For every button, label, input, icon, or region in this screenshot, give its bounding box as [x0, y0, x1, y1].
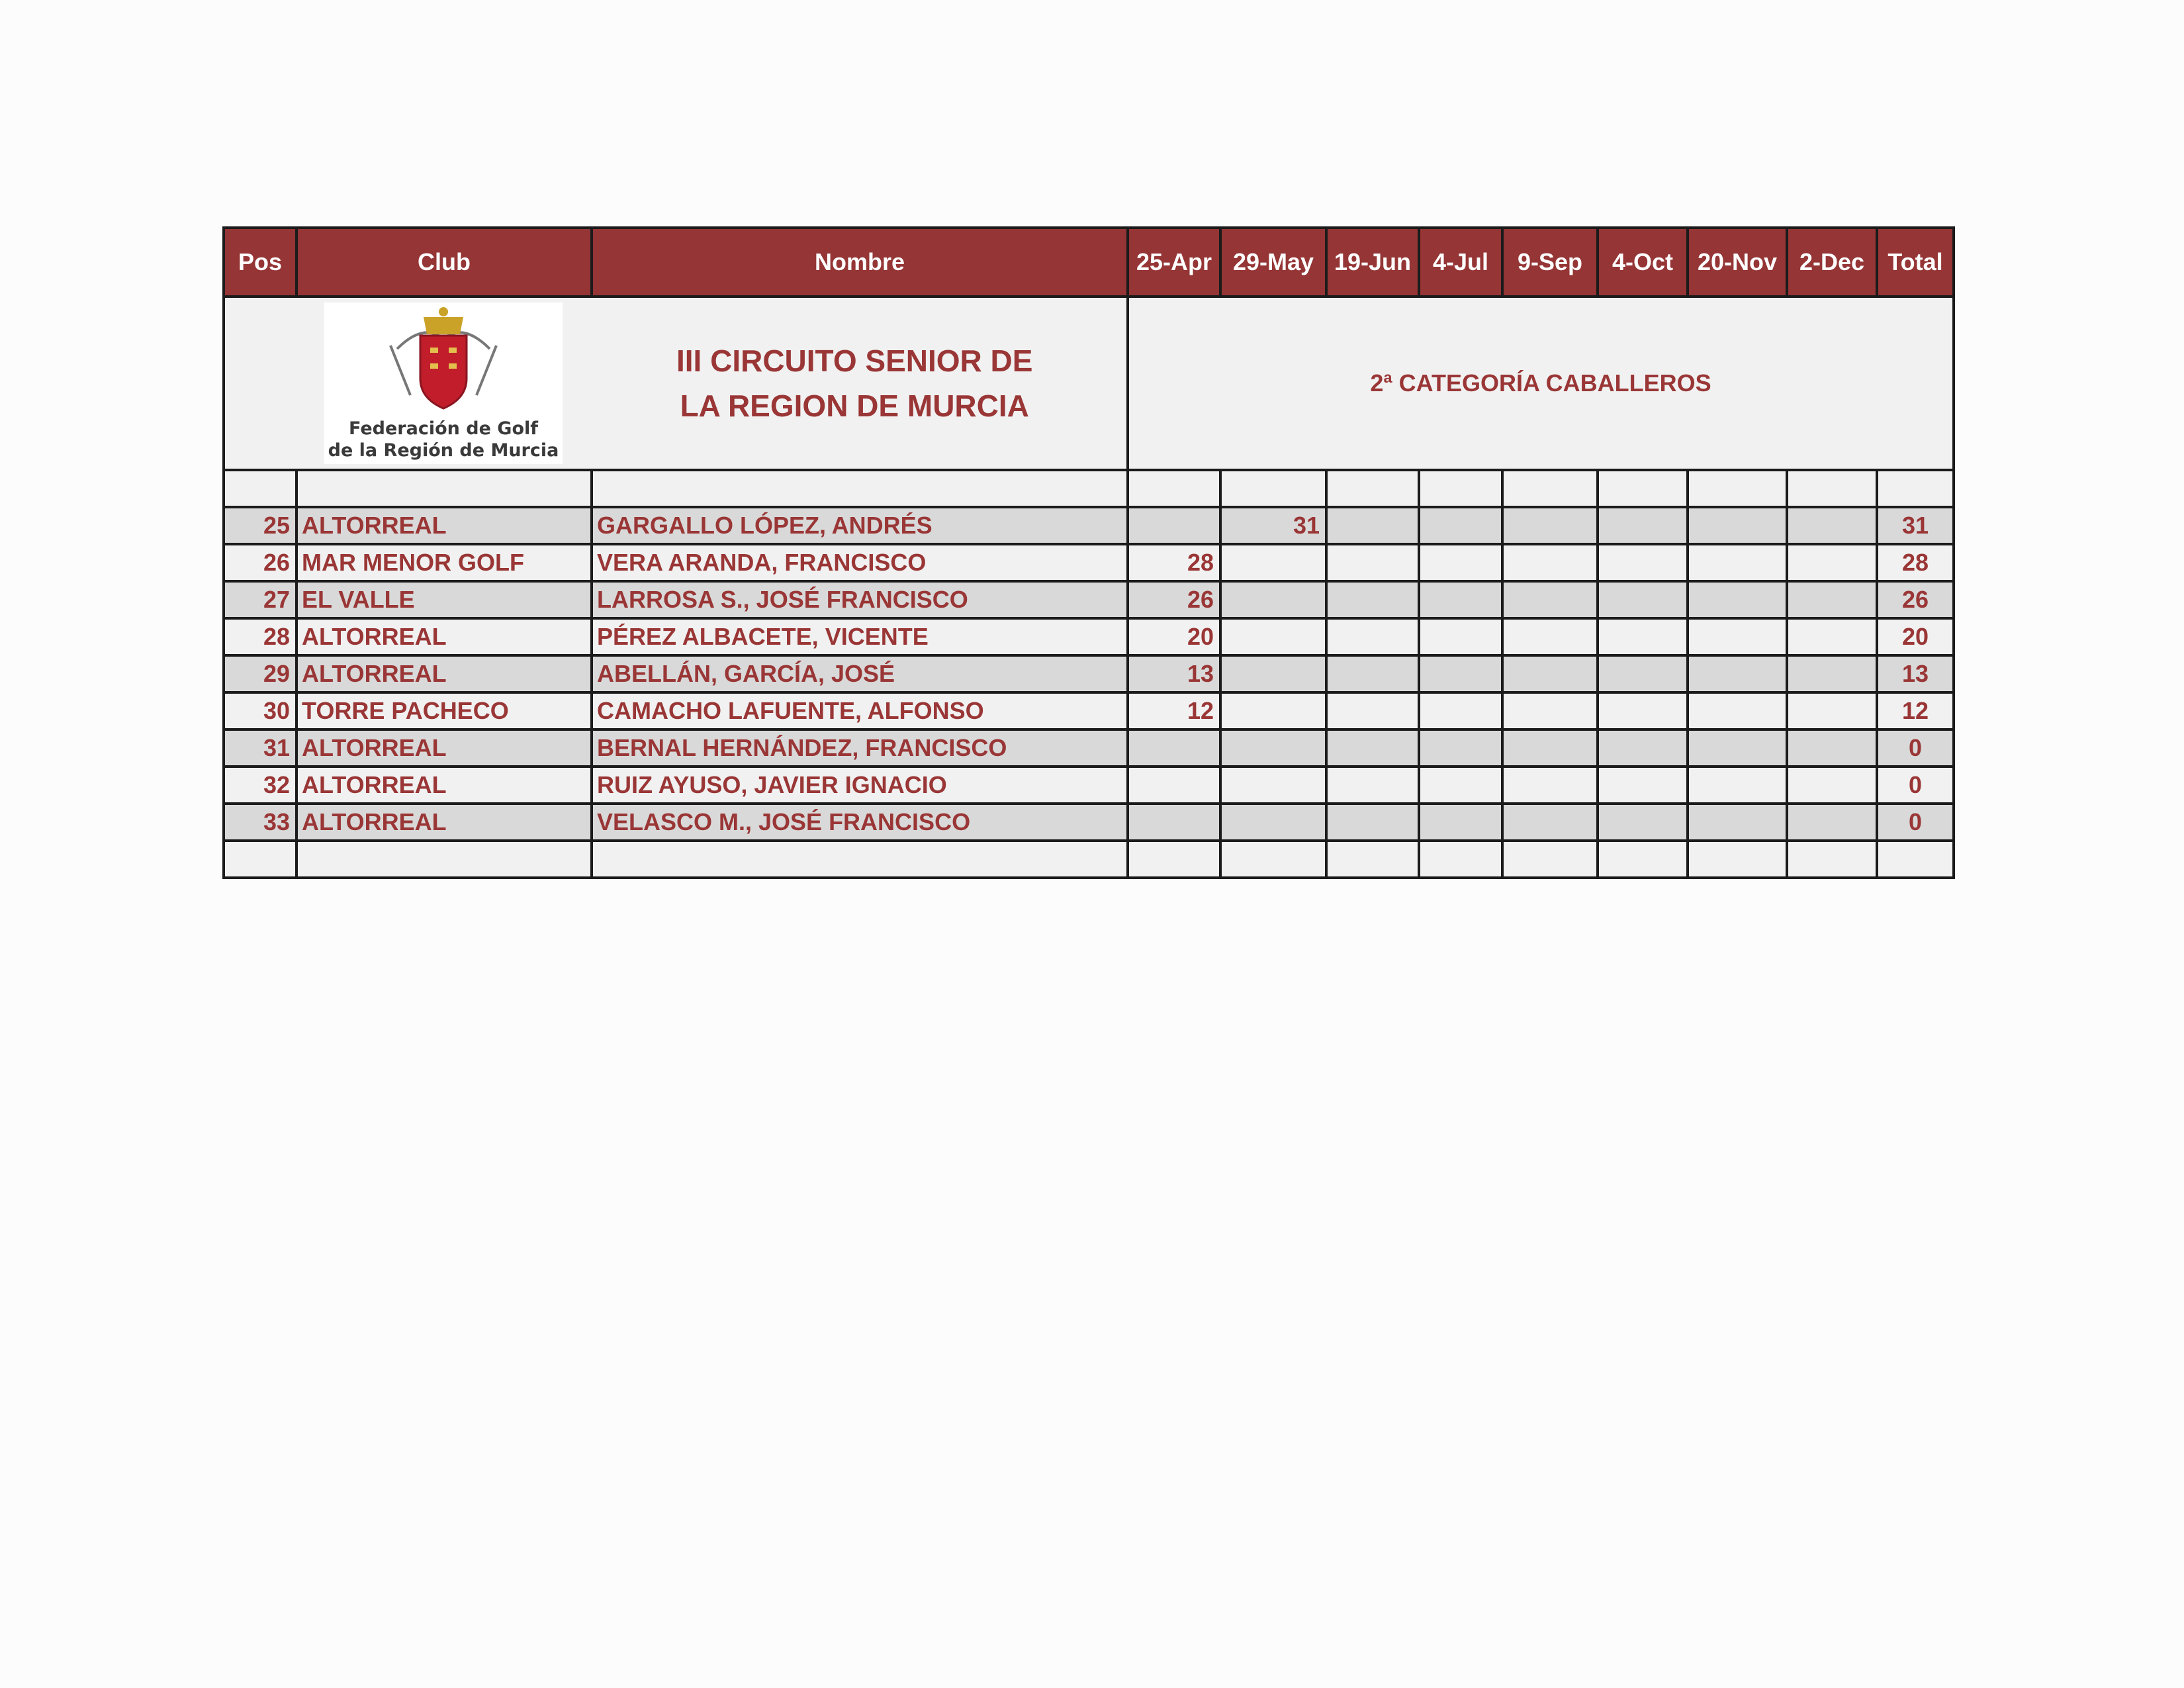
cell-pos: 31 [224, 729, 296, 767]
cell-club: ALTORREAL [296, 618, 592, 655]
cell-d3 [1326, 544, 1419, 581]
table-row [224, 655, 1954, 692]
title-line2: LA REGION DE MURCIA [680, 389, 1029, 423]
logo-caption [324, 418, 563, 461]
cell-nombre: BERNAL HERNÁNDEZ, FRANCISCO [592, 729, 1128, 767]
cell-d7 [1688, 804, 1787, 841]
federation-logo [324, 303, 563, 464]
cell-pos: 26 [224, 544, 296, 581]
cell-pos: 30 [224, 692, 296, 729]
ranking-rows [224, 470, 1954, 878]
cell-d3 [1326, 655, 1419, 692]
sheet-header [224, 297, 1954, 470]
cell-d1: 28 [1128, 544, 1220, 581]
cell-d8 [1787, 692, 1877, 729]
col-date-1: 25-Apr [1128, 228, 1220, 297]
cell-d2 [1220, 767, 1326, 804]
page-title [676, 338, 1032, 428]
cell-club: ALTORREAL [296, 655, 592, 692]
cell-d6 [1598, 618, 1688, 655]
cell-d4 [1419, 804, 1502, 841]
cell-nombre: RUIZ AYUSO, JAVIER IGNACIO [592, 767, 1128, 804]
column-headers [224, 228, 1954, 297]
col-date-8: 2-Dec [1787, 228, 1877, 297]
cell-total: 13 [1877, 655, 1954, 692]
cell-d8 [1787, 729, 1877, 767]
cell-total: 31 [1877, 507, 1954, 544]
cell-d6 [1598, 767, 1688, 804]
cell-d5 [1502, 767, 1598, 804]
logo-text-line2: de la Región de Murcia [328, 440, 559, 461]
cell-d7 [1688, 618, 1787, 655]
cell-d5 [1502, 729, 1598, 767]
cell-pos: 25 [224, 507, 296, 544]
cell-d1: 26 [1128, 581, 1220, 618]
cell-nombre: GARGALLO LÓPEZ, ANDRÉS [592, 507, 1128, 544]
col-club: Club [296, 228, 592, 297]
cell-pos: 27 [224, 581, 296, 618]
cell-d1 [1128, 767, 1220, 804]
cell-total: 20 [1877, 618, 1954, 655]
cell-d1: 13 [1128, 655, 1220, 692]
cell-d1 [1128, 507, 1220, 544]
col-date-6: 4-Oct [1598, 228, 1688, 297]
cell-total: 0 [1877, 767, 1954, 804]
cell-d8 [1787, 655, 1877, 692]
logo-text-line1: Federación de Golf [348, 418, 539, 439]
cell-d5 [1502, 655, 1598, 692]
cell-d2 [1220, 544, 1326, 581]
cell-club: ALTORREAL [296, 507, 592, 544]
cell-total: 28 [1877, 544, 1954, 581]
cell-d8 [1787, 618, 1877, 655]
cell-club: EL VALLE [296, 581, 592, 618]
cell-d3 [1326, 804, 1419, 841]
cell-total: 0 [1877, 729, 1954, 767]
header-left-cell [224, 297, 1128, 470]
cell-club: TORRE PACHECO [296, 692, 592, 729]
cell-d7 [1688, 507, 1787, 544]
cell-d1: 20 [1128, 618, 1220, 655]
cell-total: 12 [1877, 692, 1954, 729]
cell-nombre: LARROSA S., JOSÉ FRANCISCO [592, 581, 1128, 618]
cell-d8 [1787, 544, 1877, 581]
cell-club: ALTORREAL [296, 767, 592, 804]
cell-d2 [1220, 581, 1326, 618]
cell-d4 [1419, 618, 1502, 655]
cell-d2 [1220, 692, 1326, 729]
table-row-empty-bottom [224, 841, 1954, 878]
cell-d3 [1326, 767, 1419, 804]
cell-d1 [1128, 804, 1220, 841]
cell-nombre: VERA ARANDA, FRANCISCO [592, 544, 1128, 581]
crest-icon [324, 303, 563, 415]
table-row [224, 804, 1954, 841]
cell-d3 [1326, 729, 1419, 767]
cell-club: ALTORREAL [296, 729, 592, 767]
cell-d5 [1502, 692, 1598, 729]
cell-d1 [1128, 729, 1220, 767]
cell-d3 [1326, 692, 1419, 729]
cell-d3 [1326, 507, 1419, 544]
cell-d8 [1787, 767, 1877, 804]
cell-d6 [1598, 804, 1688, 841]
title-line1: III CIRCUITO SENIOR DE [676, 344, 1033, 378]
cell-d4 [1419, 692, 1502, 729]
cell-d7 [1688, 692, 1787, 729]
cell-d7 [1688, 767, 1787, 804]
cell-club: MAR MENOR GOLF [296, 544, 592, 581]
cell-nombre: CAMACHO LAFUENTE, ALFONSO [592, 692, 1128, 729]
cell-club: ALTORREAL [296, 804, 592, 841]
cell-d3 [1326, 581, 1419, 618]
cell-d7 [1688, 655, 1787, 692]
table-row [224, 618, 1954, 655]
col-date-2: 29-May [1220, 228, 1326, 297]
cell-d2 [1220, 729, 1326, 767]
cell-nombre: ABELLÁN, GARCÍA, JOSÉ [592, 655, 1128, 692]
cell-d7 [1688, 729, 1787, 767]
cell-d8 [1787, 507, 1877, 544]
cell-d2 [1220, 655, 1326, 692]
cell-pos: 32 [224, 767, 296, 804]
ranking-sheet [222, 226, 1952, 879]
col-date-3: 19-Jun [1326, 228, 1419, 297]
cell-d7 [1688, 544, 1787, 581]
cell-total: 26 [1877, 581, 1954, 618]
table-row [224, 692, 1954, 729]
cell-d8 [1787, 581, 1877, 618]
cell-d2 [1220, 804, 1326, 841]
cell-d1: 12 [1128, 692, 1220, 729]
cell-nombre: PÉREZ ALBACETE, VICENTE [592, 618, 1128, 655]
table-row [224, 767, 1954, 804]
col-nombre: Nombre [592, 228, 1128, 297]
cell-d7 [1688, 581, 1787, 618]
col-date-4: 4-Jul [1419, 228, 1502, 297]
table-row-empty-top [224, 470, 1954, 507]
cell-d4 [1419, 767, 1502, 804]
col-total: Total [1877, 228, 1954, 297]
table-row [224, 581, 1954, 618]
cell-total: 0 [1877, 804, 1954, 841]
cell-pos: 33 [224, 804, 296, 841]
cell-pos: 29 [224, 655, 296, 692]
ranking-table [222, 226, 1955, 879]
table-row [224, 544, 1954, 581]
cell-d2 [1220, 618, 1326, 655]
table-row [224, 729, 1954, 767]
category-label: 2ª CATEGORÍA CABALLEROS [1128, 297, 1954, 470]
cell-d6 [1598, 655, 1688, 692]
cell-d4 [1419, 729, 1502, 767]
cell-d5 [1502, 804, 1598, 841]
cell-d4 [1419, 581, 1502, 618]
cell-d6 [1598, 581, 1688, 618]
cell-d5 [1502, 618, 1598, 655]
cell-d6 [1598, 729, 1688, 767]
cell-d5 [1502, 544, 1598, 581]
cell-d4 [1419, 544, 1502, 581]
cell-d6 [1598, 507, 1688, 544]
col-pos: Pos [224, 228, 296, 297]
cell-pos: 28 [224, 618, 296, 655]
cell-d6 [1598, 692, 1688, 729]
col-date-7: 20-Nov [1688, 228, 1787, 297]
cell-d8 [1787, 804, 1877, 841]
cell-d3 [1326, 618, 1419, 655]
cell-d5 [1502, 581, 1598, 618]
col-date-5: 9-Sep [1502, 228, 1598, 297]
cell-d4 [1419, 655, 1502, 692]
cell-d4 [1419, 507, 1502, 544]
cell-d6 [1598, 544, 1688, 581]
table-row [224, 507, 1954, 544]
cell-d5 [1502, 507, 1598, 544]
cell-nombre: VELASCO M., JOSÉ FRANCISCO [592, 804, 1128, 841]
cell-d2: 31 [1220, 507, 1326, 544]
